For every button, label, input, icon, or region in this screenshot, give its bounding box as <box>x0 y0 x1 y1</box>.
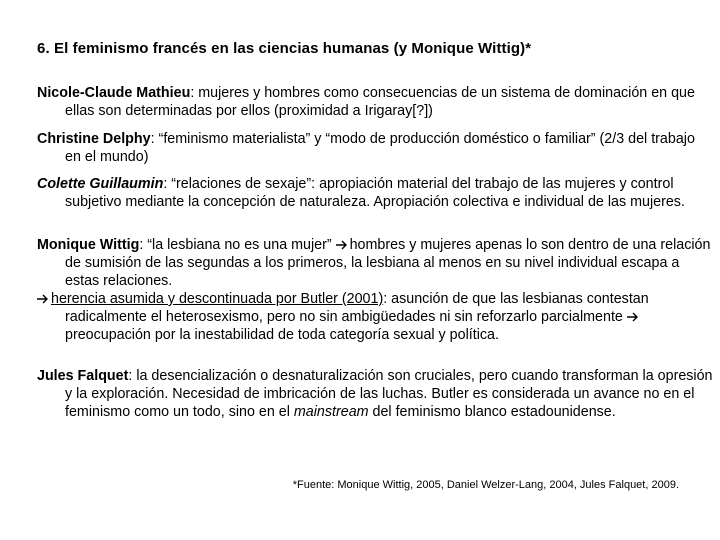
entry-italic-term: mainstream <box>293 404 369 420</box>
entry-text: : asunción de que las lesbianas contestan radicalmente el heterosexismo, pero no sin ambigüedades ni sin reforzarlo parcialmente <box>65 291 649 325</box>
butler-link[interactable]: herencia asumida y descontinuada por Butler (2001) <box>51 291 384 307</box>
arrow-right-icon <box>627 308 641 326</box>
entry-name: Christine Delphy <box>37 131 151 147</box>
arrow-right-icon <box>336 236 350 254</box>
entry-text: : mujeres y hombres como consecuencias de un sistema de dominación en que ellas son determinadas por ellos (proximidad a Irigaray[?]) <box>65 85 695 119</box>
entry-text: : “feminismo materialista” y “modo de producción doméstico o familiar” (2/3 del trabajo en el mundo) <box>65 131 695 165</box>
entry-text: del feminismo blanco estadounidense. <box>368 404 616 420</box>
entry-guillaumin <box>37 175 713 211</box>
entry-mathieu <box>37 84 713 120</box>
entry-name: Jules Falquet <box>37 368 129 384</box>
entry-name: Colette Guillaumin <box>37 176 164 192</box>
entry-text: preocupación por la inestabilidad de toda categoría sexual y política. <box>65 327 499 343</box>
arrow-right-icon <box>37 290 51 308</box>
entry-text: hombres y mujeres apenas lo son dentro de una relación de sumisión de las segundas a los primeros, la lesbiana al menos en su nivel individual escapa a estas relaciones. <box>65 237 711 289</box>
entry-subparagraph <box>51 290 713 344</box>
entry-name: Nicole-Claude Mathieu <box>37 85 191 101</box>
entry-falquet <box>37 367 713 421</box>
footnote: *Fuente: Monique Wittig, 2005, Daniel Welzer-Lang, 2004, Jules Falquet, 2009. <box>292 479 679 491</box>
entry-text: : la desencialización o desnaturalización son cruciales, pero cuando transforman la opresión y la exploración. Necesidad de imbricación de las luchas. Butler es considerada un avance no en el feminismo como un todo, sino en el <box>65 368 713 420</box>
entry-wittig <box>37 236 713 344</box>
entry-delphy <box>37 130 713 166</box>
page-title: 6. El feminismo francés en las ciencias humanas (y Monique Wittig)* <box>37 40 532 57</box>
entry-text: : “la lesbiana no es una mujer” <box>139 237 336 253</box>
entry-text: : “relaciones de sexaje”: apropiación material del trabajo de las mujeres y control subjetivo mediante la concepción de naturaleza. Apropiación colectiva e individual de las mujeres. <box>65 176 685 210</box>
entry-name: Monique Wittig <box>37 237 140 253</box>
